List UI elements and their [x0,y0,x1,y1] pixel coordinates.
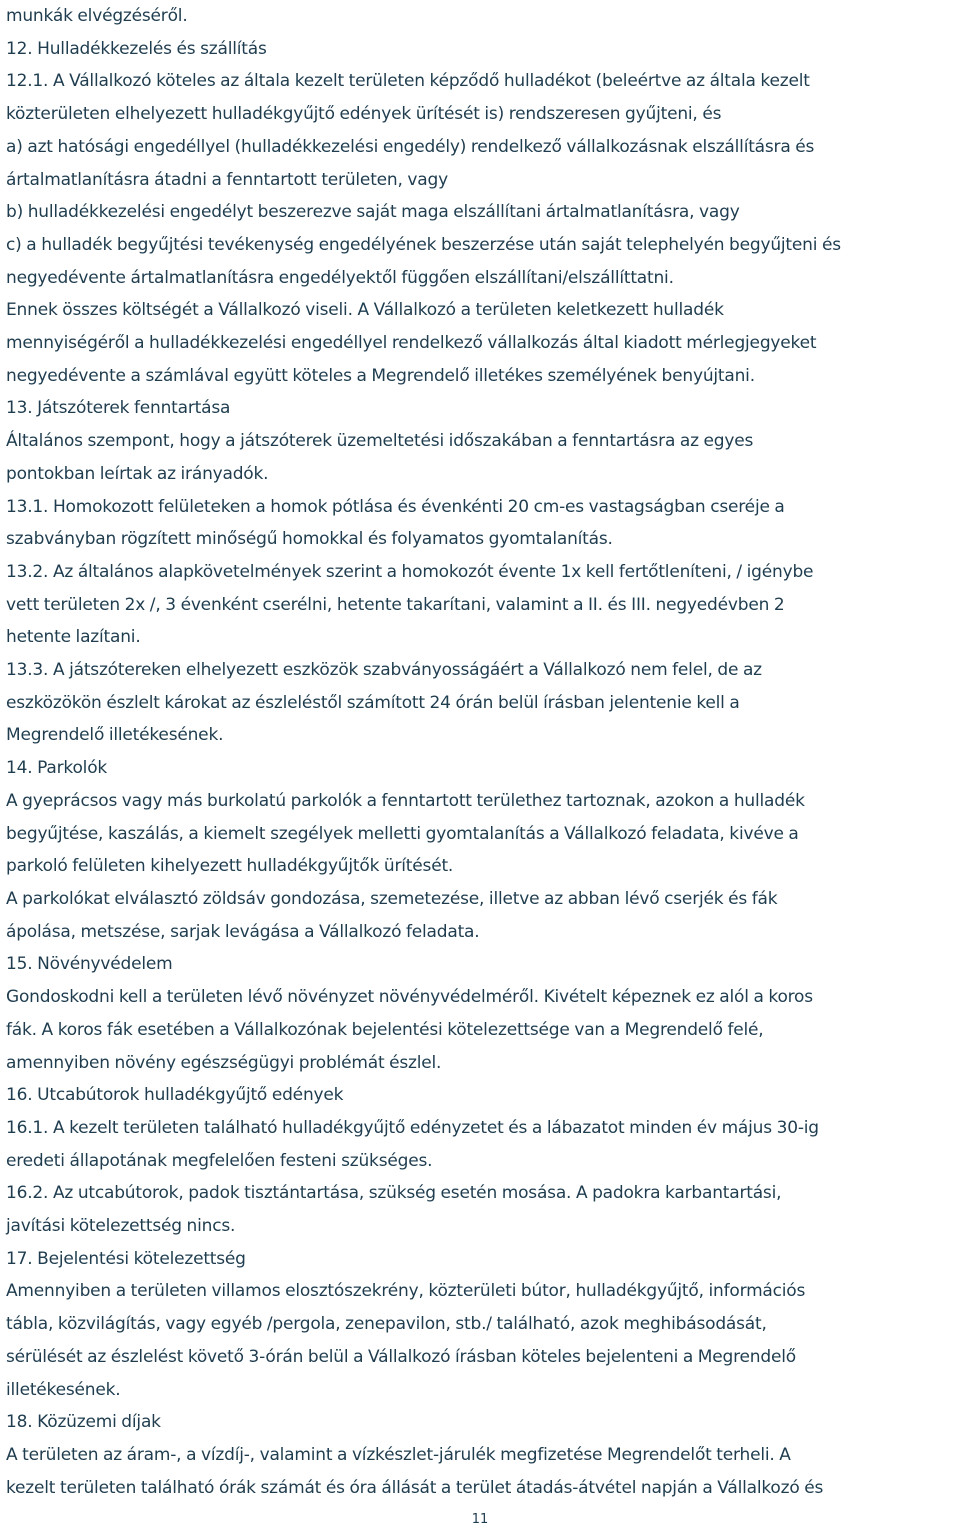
text-line: 13.3. A játszótereken elhelyezett eszközök szabványosságáért a Vállalkozó nem felel, de az [6,660,762,681]
text-line: 13.2. Az általános alapkövetelmények szerint a homokozót évente 1x kell fertőtleníteni, / igénybe [6,561,814,582]
text-line: 16. Utcabútorok hulladékgyűjtő edények [6,1085,344,1106]
text-line: b) hulladékkezelési engedélyt beszerezve saját maga elszállítani ártalmatlanításra, vagy [6,202,740,223]
text-line: munkák elvégzéséről. [6,6,188,26]
text-line: illetékesének. [6,1379,121,1400]
document-body [6,0,954,1504]
text-line: negyedévente ártalmatlanításra engedélyektől függően elszállítani/elszállíttatni. [6,267,674,288]
text-line: tábla, közvilágítás, vagy egyéb /pergola, zenepavilon, stb./ található, azok meghibásodását, [6,1314,767,1335]
text-line: 13. Játszóterek fenntartása [6,398,231,419]
text-line: eredeti állapotának megfelelően festeni szükséges. [6,1150,433,1171]
text-line: 13.1. Homokozott felületeken a homok pótlása és évenkénti 20 cm-es vastagságban cseréje a [6,496,785,517]
text-line: 16.2. Az utcabútorok, padok tisztántartása, szükség esetén mosása. A padokra karbantartási, [6,1183,782,1204]
text-line: fák. A koros fák esetében a Vállalkozónak bejelentési kötelezettsége van a Megrendelő felé, [6,1019,764,1040]
text-line: 16.1. A kezelt területen található hulladékgyűjtő edényzetet és a lábazatot minden év május 30-ig [6,1117,819,1138]
text-line: Általános szempont, hogy a játszóterek üzemeltetési időszakában a fenntartásra az egyes [6,431,754,452]
text-line: negyedévente a számlával együtt köteles a Megrendelő illetékes személyének benyújtani. [6,365,755,386]
text-line: eszközökön észlelt károkat az észleléstől számított 24 órán belül írásban jelentenie kell a [6,692,740,713]
text-line: A területen az áram-, a vízdíj-, valamint a vízkészlet-járulék megfizetése Megrendelőt terheli. A [6,1444,791,1465]
text-line: vett területen 2x /, 3 évenként cserélni, hetente takarítani, valamint a II. és III. negyedévben 2 [6,594,785,615]
text-line: pontokban leírtak az irányadók. [6,463,269,484]
text-line: A gyeprácsos vagy más burkolatú parkolók a fenntartott területhez tartoznak, azokon a hulladék [6,790,805,811]
text-line: 17. Bejelentési kötelezettség [6,1248,246,1269]
text-line: amennyiben növény egészségügyi problémát észlel. [6,1052,442,1073]
text-line: 14. Parkolók [6,758,108,779]
text-line: 18. Közüzemi díjak [6,1412,161,1433]
text-line: 15. Növényvédelem [6,954,173,975]
text-line: kezelt területen található órák számát és óra állását a terület átadás-átvétel napján a Vállalkozó és [6,1477,824,1498]
text-line: 12. Hulladékkezelés és szállítás [6,38,267,59]
text-line: parkoló felületen kihelyezett hulladékgyűjtők ürítését. [6,856,454,877]
text-line: ártalmatlanításra átadni a fenntartott területen, vagy [6,169,448,190]
text-line: hetente lazítani. [6,627,141,648]
page-number: 11 [471,1512,489,1527]
text-line: sérülését az észlelést követő 3-órán belül a Vállalkozó írásban köteles bejelenteni a Megrendelő [6,1346,796,1367]
text-line: Ennek összes költségét a Vállalkozó viseli. A Vállalkozó a területen keletkezett hulladék [6,300,724,321]
text-line: A parkolókat elválasztó zöldsáv gondozása, szemetezése, illetve az abban lévő cserjék és fák [6,888,778,909]
text-line: 12.1. A Vállalkozó köteles az általa kezelt területen képződő hulladékot (beleértve az általa kezelt [6,71,810,92]
text-line: szabványban rögzített minőségű homokkal és folyamatos gyomtalanítás. [6,529,613,550]
text-line: közterületen elhelyezett hulladékgyűjtő edények ürítését is) rendszeresen gyűjteni, és [6,104,722,125]
text-line: javítási kötelezettség nincs. [6,1216,236,1237]
text-line: a) azt hatósági engedéllyel (hulladékkezelési engedély) rendelkező vállalkozásnak elszállításra és [6,136,815,157]
text-line: c) a hulladék begyűjtési tevékenység engedélyének beszerzése után saját telephelyén begyűjteni és [6,234,841,255]
text-line: Megrendelő illetékesének. [6,725,224,746]
text-line: mennyiségéről a hulladékkezelési engedéllyel rendelkező vállalkozás által kiadott mérlegjegyeket [6,333,817,354]
text-line: Gondoskodni kell a területen lévő növényzet növényvédelméről. Kivételt képeznek ez alól a koros [6,987,813,1008]
text-line: Amennyiben a területen villamos elosztószekrény, közterületi bútor, hulladékgyűjtő, információs [6,1281,806,1302]
text-line: ápolása, metszése, sarjak levágása a Vállalkozó feladata. [6,921,480,942]
text-line: begyűjtése, kaszálás, a kiemelt szegélyek melletti gyomtalanítás a Vállalkozó feladata, kivéve a [6,823,799,844]
